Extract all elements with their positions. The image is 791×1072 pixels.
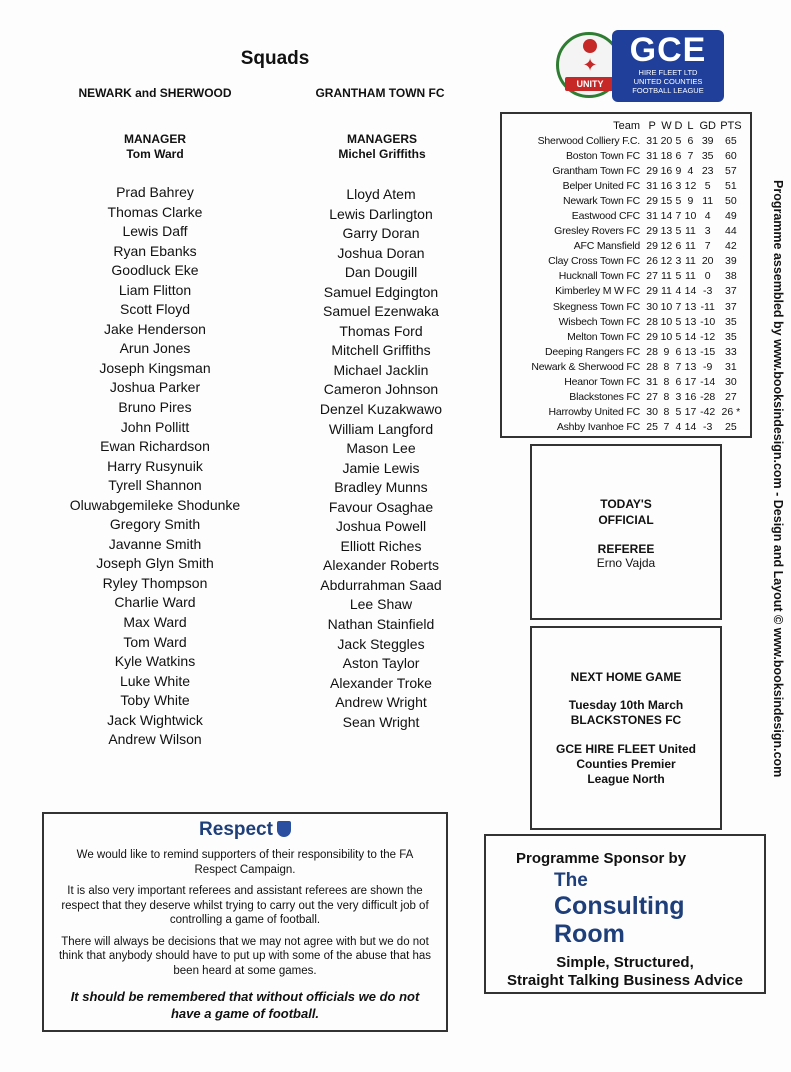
logo-line1: HIRE FLEET LTD [638, 68, 698, 77]
league-stat-cell: 37 [725, 285, 737, 298]
league-stat-cell: 4 [687, 164, 694, 177]
away-player: Abdurrahman Saad [320, 576, 442, 593]
league-team-cell: Hucknall Town FC [558, 270, 640, 283]
league-stat-cell: 30 [646, 406, 658, 419]
league-stat-cell: 11 [685, 270, 696, 283]
league-table-header [506, 118, 744, 133]
away-player: Mason Lee [346, 440, 416, 457]
respect-paragraph-1: We would like to remind supporters of their responsibility to the FA Respect Campaign. [76, 849, 414, 876]
league-stat-cell: 4 [675, 421, 682, 434]
respect-paragraph-2: It is also very important referees and assistant referees are shown the respect that they deserve whilst trying to carry out the very difficult job of controlling a game of football. [61, 885, 429, 926]
design-credit: Programme assembled by www.booksindesign.com - Design and Layout © www.booksindesign.com [771, 180, 785, 778]
league-stat-cell: 10 [660, 315, 673, 328]
sponsor-name-line1: Consulting [554, 892, 685, 920]
league-stat-cell: 30 [646, 300, 658, 313]
sponsor-heading: Programme Sponsor by [516, 850, 687, 867]
league-team-cell: Blackstones FC [569, 391, 640, 404]
league-team-cell: Skegness Town FC [552, 300, 640, 313]
league-stat-cell: 9 [675, 164, 682, 177]
away-player: Cameron Johnson [323, 381, 439, 398]
home-player: Thomas Clarke [107, 203, 203, 220]
home-player: Harry Rusynuik [107, 457, 203, 474]
league-stat-cell: -42 [700, 406, 716, 419]
home-player: Prad Bahrey [116, 184, 194, 200]
league-stat-cell: 5 [675, 315, 682, 328]
league-stat-cell: 5 [704, 179, 711, 192]
logo-line3: FOOTBALL LEAGUE [632, 86, 704, 95]
away-player: Garry Doran [342, 225, 420, 242]
sponsor-tagline-2: Straight Talking Business Advice [507, 972, 743, 989]
league-table-row [506, 133, 744, 148]
unity-badge: UNITY [565, 77, 615, 91]
league-stat-cell: 25 [646, 421, 658, 434]
away-manager-block [282, 132, 482, 162]
respect-title [44, 819, 446, 841]
league-stat-cell: 8 [663, 376, 670, 389]
league-table-row [506, 224, 744, 239]
league-table-row [506, 254, 744, 269]
league-stat-cell: 29 [646, 225, 658, 238]
league-stat-cell: -9 [703, 360, 713, 373]
home-player: Liam Flitton [118, 281, 192, 298]
league-stat-cell: 7 [704, 240, 711, 253]
home-player: Charlie Ward [114, 594, 196, 611]
league-stat-cell: 6 [675, 240, 682, 253]
league-stat-cell: 5 [675, 134, 682, 147]
league-stat-cell: 28 [646, 315, 658, 328]
home-player: Ewan Richardson [100, 438, 210, 455]
away-team-name: GRANTHAM TOWN FC [315, 86, 445, 100]
home-player: Scott Floyd [119, 301, 191, 318]
league-stat-cell: 3 [675, 179, 682, 192]
league-table-row [506, 239, 744, 254]
league-stat-cell: 7 [675, 300, 682, 313]
league-stat-cell: 14 [684, 285, 697, 298]
league-team-cell: Heanor Town FC [564, 376, 640, 389]
football-icon [583, 39, 597, 53]
league-stat-cell: 9 [687, 194, 694, 207]
official-heading-line1: TODAY'S [600, 497, 652, 511]
home-player: Oluwabgemileke Shodunke [69, 496, 241, 513]
home-manager-name: Tom Ward [126, 147, 184, 161]
home-player: Ryan Ebanks [113, 242, 197, 259]
league-stat-cell: 17 [684, 406, 697, 419]
league-stat-cell: 35 [725, 330, 737, 343]
league-stat-cell: 3 [704, 225, 711, 238]
league-stat-cell: 27 [646, 391, 658, 404]
league-stat-cell: 11 [685, 240, 696, 253]
away-player: Joshua Doran [337, 244, 425, 261]
away-player: Jamie Lewis [342, 459, 420, 476]
league-stat-cell: 31 [725, 360, 737, 373]
league-stat-cell: 0 [704, 270, 711, 283]
league-stat-cell: 13 [660, 225, 673, 238]
league-stat-cell: 4 [704, 210, 711, 223]
league-stat-cell: 13 [684, 360, 697, 373]
league-stat-cell: 14 [660, 210, 673, 223]
away-player: Favour Osaghae [328, 498, 434, 515]
official-heading [532, 496, 720, 528]
home-player: Jack Wightwick [107, 711, 203, 728]
league-column-header: L [687, 119, 694, 132]
home-player: Joseph Glyn Smith [96, 555, 214, 572]
league-stat-cell: -28 [700, 391, 716, 404]
official-box [530, 444, 722, 620]
home-manager-block [55, 132, 255, 162]
league-stat-cell: 51 [725, 179, 737, 192]
league-stat-cell: -15 [700, 345, 716, 358]
league-team-cell: Wisbech Town FC [558, 315, 640, 328]
league-stat-cell: 26 * [721, 406, 741, 419]
league-stat-cell: 13 [684, 315, 697, 328]
league-stat-cell: 65 [725, 134, 737, 147]
home-player: Lewis Daff [122, 223, 188, 240]
league-stat-cell: 37 [725, 300, 737, 313]
league-team-cell: Newark & Sherwood FC [531, 360, 640, 373]
league-table-row [506, 420, 744, 435]
away-squad-list [272, 185, 490, 732]
league-stat-cell: 8 [663, 406, 670, 419]
league-column-header: PTS [720, 119, 742, 132]
league-stat-cell: 42 [725, 240, 737, 253]
league-table-row [506, 208, 744, 223]
league-stat-cell: 31 [646, 376, 658, 389]
league-stat-cell: 7 [675, 210, 682, 223]
league-name-line2: Counties Premier [576, 757, 676, 771]
league-table-row [506, 359, 744, 374]
handshake-icon: ✦ [582, 55, 598, 75]
league-stat-cell: 49 [725, 210, 737, 223]
referee-name: Erno Vajda [596, 556, 656, 570]
league-team-cell: Kimberley M W FC [555, 285, 640, 298]
page-title: Squads [240, 48, 310, 69]
next-home-opponent: BLACKSTONES FC [570, 713, 682, 727]
official-heading-line2: OFFICIAL [598, 513, 654, 527]
league-column-header: D [674, 119, 683, 132]
league-team-cell: Deeping Rangers FC [544, 345, 640, 358]
logo-gce: GCE [629, 31, 707, 69]
league-stat-cell: 29 [646, 285, 658, 298]
next-home-fixture [532, 698, 720, 728]
league-stat-cell: 4 [675, 285, 682, 298]
next-home-heading: NEXT HOME GAME [570, 670, 682, 684]
away-player: Denzel Kuzakwawo [319, 401, 443, 418]
home-player: Kyle Watkins [114, 653, 196, 670]
league-team-cell: Belper United FC [562, 179, 640, 192]
league-logo [556, 30, 726, 102]
home-player: Bruno Pires [118, 399, 192, 416]
league-stat-cell: 13 [684, 300, 697, 313]
league-stat-cell: -3 [703, 285, 713, 298]
league-stat-cell: 11 [660, 285, 672, 298]
league-stat-cell: 31 [646, 134, 658, 147]
home-squad-list [40, 183, 270, 750]
away-player: Samuel Ezenwaka [323, 303, 439, 320]
league-name-line3: League North [587, 772, 665, 786]
league-stat-cell: 27 [725, 391, 737, 404]
home-player: Arun Jones [119, 340, 191, 357]
home-player: John Pollitt [120, 418, 190, 435]
home-player: Jake Henderson [104, 320, 206, 337]
league-team-cell: Ashby Ivanhoe FC [556, 421, 640, 434]
league-stat-cell: 28 [646, 360, 658, 373]
league-stat-cell: 29 [646, 194, 658, 207]
respect-paragraph-3: There will always be decisions that we may not agree with but we do not think that anybody should have to put up with some of the abuse that has been heard at some games. [58, 935, 432, 977]
league-stat-cell: 20 [701, 255, 714, 268]
league-stat-cell: 7 [687, 149, 694, 162]
fa-shield-icon [277, 821, 291, 837]
league-stat-cell: -10 [700, 315, 716, 328]
league-stat-cell: 5 [675, 330, 682, 343]
away-manager-name: Michel Griffiths [338, 147, 426, 161]
league-stat-cell: 7 [675, 360, 682, 373]
respect-title-text: Respect [199, 819, 273, 840]
home-manager-label: MANAGER [124, 132, 186, 146]
away-player: William Langford [328, 420, 434, 437]
home-player: Javanne Smith [108, 535, 202, 552]
away-player: Thomas Ford [339, 322, 423, 339]
home-player: Tyrell Shannon [108, 477, 202, 494]
league-table-row [506, 284, 744, 299]
league-team-cell: Melton Town FC [567, 330, 640, 343]
home-player: Joseph Kingsman [99, 359, 211, 376]
league-stat-cell: 9 [663, 345, 670, 358]
league-stat-cell: 35 [701, 149, 714, 162]
away-player: Andrew Wright [335, 694, 427, 711]
league-table-row [506, 375, 744, 390]
league-team-cell: Grantham Town FC [552, 164, 640, 177]
league-stat-cell: 57 [725, 164, 737, 177]
league-stat-cell: 8 [663, 391, 670, 404]
league-name-line1: GCE HIRE FLEET United [555, 742, 696, 756]
league-stat-cell: 14 [684, 330, 697, 343]
league-stat-cell: 44 [725, 225, 737, 238]
league-stat-cell: 11 [702, 194, 714, 207]
away-player: Joshua Powell [335, 518, 427, 535]
away-player: Lloyd Atem [346, 186, 416, 202]
league-stat-cell: 5 [675, 194, 682, 207]
league-stat-cell: 6 [675, 376, 682, 389]
league-stat-cell: 60 [725, 149, 737, 162]
away-player: Aston Taylor [342, 655, 420, 672]
away-player: Lee Shaw [349, 596, 413, 613]
away-player: Sean Wright [342, 713, 420, 730]
league-stat-cell: 5 [675, 406, 682, 419]
away-player: Nathan Stainfield [327, 616, 435, 633]
league-stat-cell: 27 [646, 270, 658, 283]
league-team-cell: AFC Mansfield [573, 240, 640, 253]
league-stat-cell: 20 [660, 134, 673, 147]
home-player: Andrew Wilson [108, 731, 202, 748]
gce-logo-panel [612, 30, 724, 102]
league-stat-cell: 12 [660, 240, 673, 253]
league-table-row [506, 178, 744, 193]
league-column-header: GD [699, 119, 716, 132]
sponsor-name-line2: Room [554, 920, 625, 948]
away-player: Jack Steggles [337, 635, 425, 652]
league-stat-cell: 3 [675, 391, 682, 404]
league-stat-cell: 3 [675, 255, 682, 268]
league-stat-cell: 31 [646, 179, 658, 192]
away-player: Michael Jacklin [333, 361, 429, 378]
away-player: Alexander Roberts [323, 557, 439, 574]
next-home-game-box [530, 626, 722, 830]
away-manager-label: MANAGERS [346, 132, 417, 146]
league-table-row [506, 314, 744, 329]
league-team-cell: Sherwood Colliery F.C. [537, 134, 640, 147]
league-stat-cell: 23 [701, 164, 714, 177]
respect-box [42, 812, 448, 1032]
next-home-league [532, 742, 720, 787]
league-stat-cell: 5 [675, 270, 682, 283]
league-stat-cell: 30 [725, 376, 737, 389]
league-stat-cell: 39 [701, 134, 714, 147]
league-table-row [506, 390, 744, 405]
league-table-row [506, 148, 744, 163]
league-stat-cell: 6 [687, 134, 694, 147]
away-player: Lewis Darlington [329, 205, 433, 222]
league-stat-cell: 13 [684, 345, 697, 358]
league-stat-cell: 26 [646, 255, 658, 268]
league-stat-cell: 14 [684, 421, 697, 434]
home-player: Goodluck Eke [111, 262, 199, 279]
home-player: Toby White [120, 692, 190, 709]
league-stat-cell: 16 [660, 164, 673, 177]
league-stat-cell: 7 [663, 421, 670, 434]
away-player: Mitchell Griffiths [331, 342, 431, 359]
home-player: Luke White [119, 672, 191, 689]
league-stat-cell: 31 [646, 210, 658, 223]
league-stat-cell: 17 [684, 376, 697, 389]
league-stat-cell: 28 [646, 345, 658, 358]
league-stat-cell: -3 [703, 421, 713, 434]
home-player: Ryley Thompson [102, 574, 208, 591]
away-player: Elliott Riches [340, 537, 422, 554]
home-player: Tom Ward [123, 633, 187, 650]
league-stat-cell: 6 [675, 149, 682, 162]
league-stat-cell: -11 [700, 300, 715, 313]
league-stat-cell: 11 [685, 225, 696, 238]
league-table [506, 118, 744, 435]
league-column-header: W [661, 119, 672, 132]
league-stat-cell: 33 [725, 345, 737, 358]
league-stat-cell: 15 [660, 194, 673, 207]
league-stat-cell: 29 [646, 240, 658, 253]
league-stat-cell: -14 [700, 376, 716, 389]
league-stat-cell: 12 [684, 179, 697, 192]
league-team-cell: Harrowby United FC [548, 406, 640, 419]
league-stat-cell: 50 [725, 194, 737, 207]
league-stat-cell: 31 [646, 149, 658, 162]
league-team-cell: Gresley Rovers FC [554, 225, 640, 238]
league-stat-cell: 18 [660, 149, 673, 162]
league-team-cell: Clay Cross Town FC [548, 255, 640, 268]
home-player: Gregory Smith [109, 516, 201, 533]
next-home-date: Tuesday 10th March [568, 698, 684, 712]
league-table-row [506, 299, 744, 314]
respect-paragraph-4: It should be remembered that without officials we do not have a game of football. [70, 989, 420, 1021]
league-table-row [506, 163, 744, 178]
league-table-row [506, 193, 744, 208]
league-stat-cell: 38 [725, 270, 737, 283]
league-table-row [506, 405, 744, 420]
logo-line2: UNITED COUNTIES [633, 77, 703, 86]
league-stat-cell: 6 [675, 345, 682, 358]
league-stat-cell: 11 [660, 270, 672, 283]
away-player: Bradley Munns [334, 479, 428, 496]
league-column-header: Team [613, 119, 640, 132]
home-team-name: NEWARK and SHERWOOD [78, 86, 232, 100]
league-stat-cell: 25 [725, 421, 737, 434]
home-player: Joshua Parker [109, 379, 201, 396]
league-stat-cell: -12 [700, 330, 716, 343]
league-column-header: P [648, 119, 656, 132]
league-team-cell: Newark Town FC [563, 194, 640, 207]
league-table-row [506, 344, 744, 359]
league-table-row [506, 329, 744, 344]
league-table-box [500, 112, 752, 438]
league-stat-cell: 29 [646, 164, 658, 177]
home-player: Max Ward [123, 614, 187, 631]
sponsor-tagline-1: Simple, Structured, [556, 954, 694, 971]
league-stat-cell: 16 [684, 391, 697, 404]
sponsor-box [484, 834, 766, 994]
league-stat-cell: 39 [725, 255, 737, 268]
credit-strip [767, 180, 789, 830]
league-team-cell: Boston Town FC [565, 149, 640, 162]
league-stat-cell: 29 [646, 330, 658, 343]
away-player: Dan Dougill [344, 264, 418, 281]
sponsor-name-the: The [554, 870, 588, 891]
league-stat-cell: 5 [675, 225, 682, 238]
league-table-row [506, 269, 744, 284]
away-player: Samuel Edgington [323, 283, 439, 300]
league-stat-cell: 16 [660, 179, 673, 192]
away-player: Alexander Troke [330, 674, 432, 691]
league-stat-cell: 10 [660, 330, 673, 343]
league-stat-cell: 35 [725, 315, 737, 328]
league-stat-cell: 8 [663, 360, 670, 373]
league-stat-cell: 10 [660, 300, 673, 313]
league-team-cell: Eastwood CFC [571, 210, 640, 223]
league-stat-cell: 10 [684, 210, 697, 223]
referee-label: REFEREE [597, 542, 655, 556]
league-stat-cell: 11 [685, 255, 696, 268]
league-stat-cell: 12 [660, 255, 673, 268]
